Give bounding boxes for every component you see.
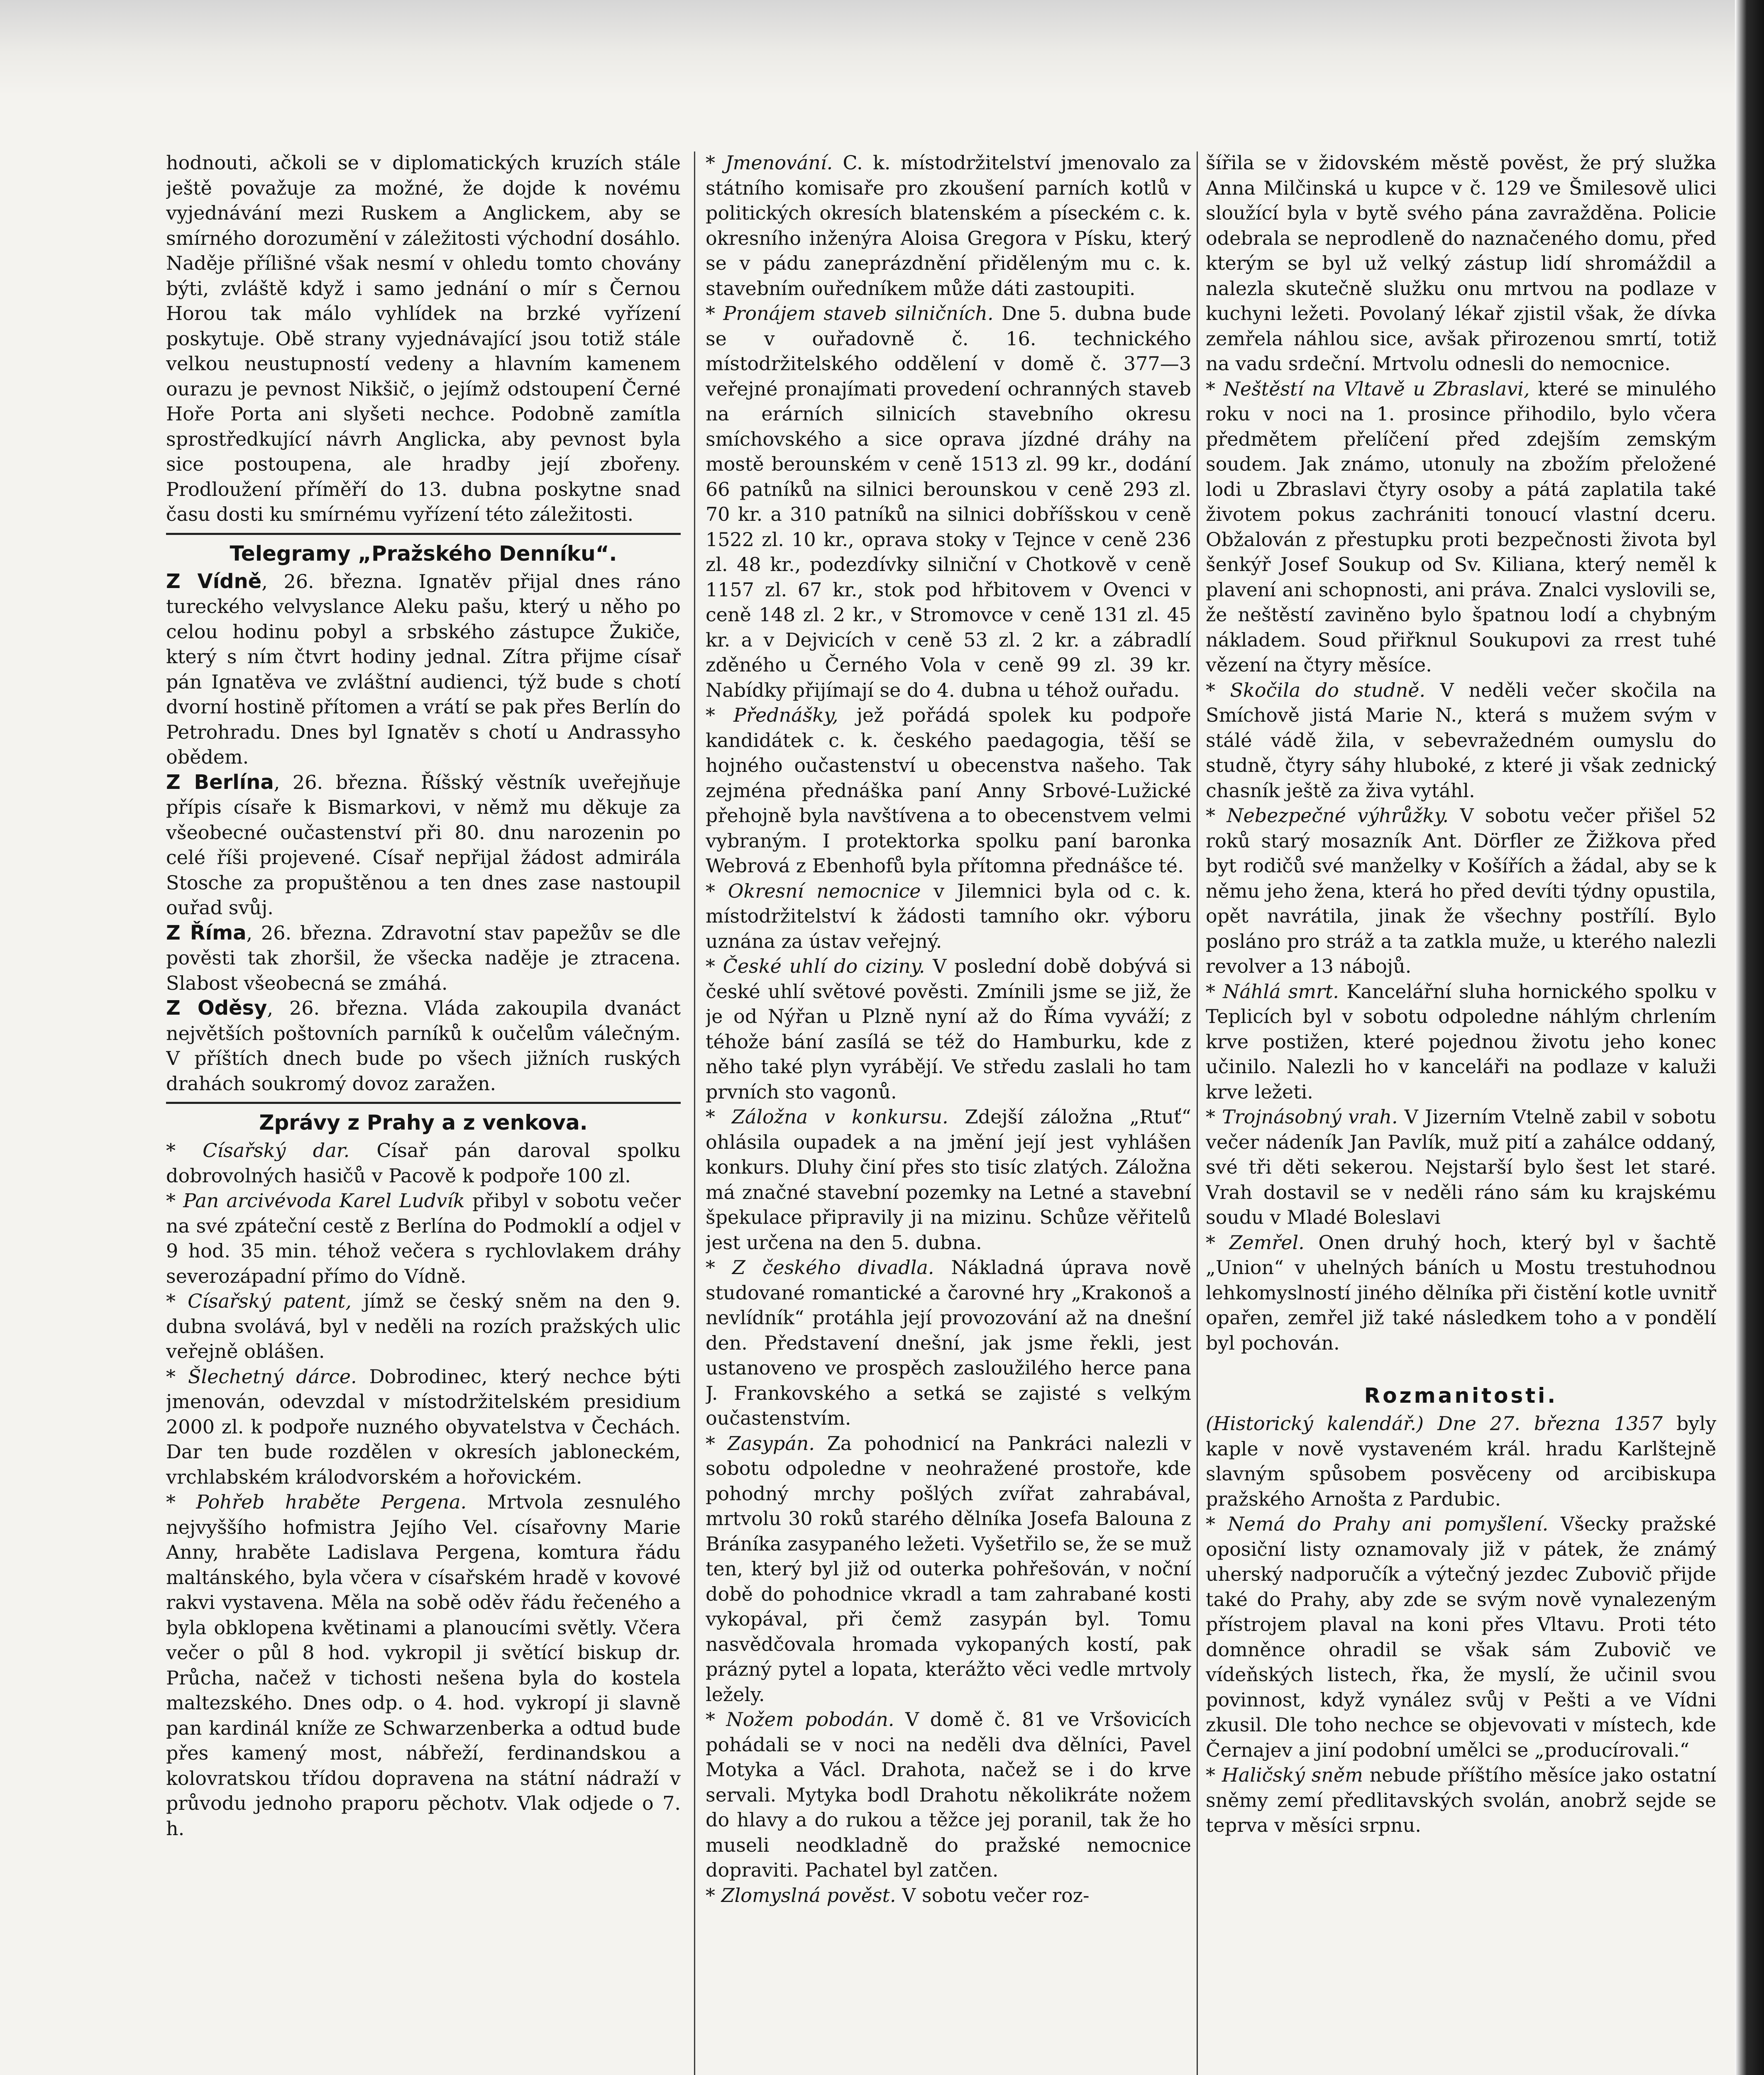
news-item (1206, 803, 1716, 979)
news-item (706, 1431, 1191, 1707)
news-item-text: V neděli večer skočila na Smíchově jistá Marie N., která s mužem svým v stálé vádě žila, v sebevražedném oumyslu do studně, čtyry sáhy hluboké, z které ji však zednický chasník ještě za živa vytáhl. (1206, 679, 1716, 802)
news-heading: Zprávy z Prahy a z venkova. (259, 1111, 588, 1135)
page-top-shadow (0, 0, 1764, 95)
news-item-head: * Šlechetný dárce. (166, 1365, 357, 1388)
news-item-head: * Trojnásobný vrah. (1206, 1106, 1398, 1128)
news-item-head: * Z českého divadla. (706, 1256, 934, 1279)
news-item-text: Mrtvola zesnulého nejvyššího hofmistra Jejího Vel. císařovny Marie Anny, hraběte Ladislava Pergena, komtura řádu maltánského, byla včera v císařském hradě v kovové rakvi vystavena. Měla na sobě oděv řádu řečeného a byla obklopena květinami a planoucími světly. Včera večer o půl 8 hod. vykropil ji světící biskup dr. Průcha, načež v tichosti nešena byla do kostela maltezského. Dnes odp. o 4. hod. vykropí ji slavně pan kardinál kníže ze Schwarzenberka a odtud bude přes kamený most, nábřeží, ferdinandskou a kolovratskou třídou dopravena na státní nádraží v průvodu jednoho praporu pěchotv. Vlak odjede o 7. h. (166, 1491, 681, 1840)
telegram-place: Z Berlína (166, 770, 274, 794)
news-item (1206, 1511, 1716, 1763)
news-item-head: (Historický kalendář.) Dne 27. března 1357 (1206, 1412, 1663, 1435)
telegram-rome (166, 920, 681, 996)
news-item-head: * Císařský patent, (166, 1290, 352, 1312)
news-item-text: nebude příštího měsíce jako ostatní sněmy zemí předlitavských svolán, anobrž sejde se teprva v měsíci srpnu. (1206, 1764, 1716, 1836)
news-item-head: * Zasypán. (706, 1432, 815, 1455)
news-item-head: * Skočila do studně. (1206, 679, 1426, 701)
news-item-text: V Jizerním Vtelně zabil v sobotu večer nádeník Jan Pavlík, muž pití a zahálce oddaný, své tři děti sekerou. Nejstarší bylo šest let staré. Vrah dostavil se v neděli ráno sám ku krajskému soudu v Mladé Boleslavi (1206, 1106, 1716, 1228)
news-item-text: V sobotu večer roz- (896, 1884, 1090, 1907)
telegram-place: Z Vídně (166, 569, 262, 593)
news-item (166, 1138, 681, 1188)
news-item (706, 1883, 1191, 1908)
news-item (706, 1707, 1191, 1883)
telegram-place: Z Říma (166, 921, 247, 945)
news-item-head: * Neštěstí na Vltavě u Zbraslavi, (1206, 377, 1530, 400)
news-item (1206, 1763, 1716, 1838)
news-item-head: * Okresní nemocnice (706, 879, 921, 902)
news-item (166, 1364, 681, 1490)
news-item-text: Dobrodinec, který nechce býti jmenován, odevzdal v místodržitelském presidium 2000 zl. k podpoře nuzného obyvatelstva v Čechách. Dar ten bude rozdělen v okresích jabloneckém, vrchlabském králodvorském a hořovickém. (166, 1365, 681, 1488)
news-item-text: byly kaple v nově vystaveném král. hradu Karlštejně slavným spůsobem posvěceny od arcibiskupa pražského Arnošta z Pardubic. (1206, 1412, 1716, 1510)
news-item-text: Dne 5. dubna bude se v ouřadovně č. 16. technického místodržitelského oddělení v domě č. 377—3 veřejné pronajímati provedení ochranných staveb na erárních silnicích stavebního okresu smíchovského a sice oprava jízdné dráhy na mostě berounském v ceně 1513 zl. 99 kr., dodání 66 patníků na silnici berounskou v ceně 293 zl. 70 kr. a 310 patníků na silnici dobříšskou v ceně 1522 zl. 10 kr., oprava stoky v Tejnce v ceně 236 zl. 48 kr., podezdívky silniční v Chotkově v ceně 1157 zl. 67 kr., stok pod hřbitovem v Ovenci v ceně 148 zl. 2 kr., v Stromovce v ceně 131 zl. 45 kr. a v Dejvicích v ceně 53 zl. 2 kr. a zábradlí zděného u Černého Vola v ceně 99 zl. 39 kr. Nabídky přijímají se do 4. dubna u téhož ouřadu. (706, 302, 1191, 701)
news-item (706, 1104, 1191, 1255)
news-item-head: * Pan arcivévoda Karel Ludvík (166, 1189, 465, 1212)
news-item (706, 1255, 1191, 1431)
news-item (1206, 979, 1716, 1105)
telegram-place: Z Oděsy (166, 996, 267, 1020)
news-item-head: * Nožem pobodán. (706, 1708, 894, 1731)
news-item-text: V domě č. 81 ve Vršovicích pohádali se v noci na neděli dva dělníci, Pavel Motyka a Václ. Drahota, načež se i do krve servali. Mytyka bodl Drahotu několikráte nožem do hlavy a do rukou a těžce jej poranil, tak že ho museli neodkladně do pražské nemocnice dopraviti. Pachatel byl zatčen. (706, 1708, 1191, 1881)
news-item-text: přibyl v sobotu večer na své zpáteční cestě z Berlína do Podmoklí a odjel v 9 hod. 35 min. téhož večera s rychlovlakem dráhy severozápadní přímo do Vídně. (166, 1189, 681, 1287)
telegram-vienna (166, 569, 681, 770)
news-item (1206, 1230, 1716, 1356)
column-1 (166, 150, 681, 2075)
news-item (166, 1489, 681, 1841)
news-item-head: * Nemá do Prahy ani pomyšlení. (1206, 1513, 1549, 1535)
news-item-text: v Jilemnici byla od c. k. místodržitelství k žádosti tamního okr. výboru uznána za ústav veřejný. (706, 879, 1191, 952)
news-item-text: Onen druhý hoch, který byl v šachtě „Union“ v uhelných báních u Mostu trestuhodnou lehkomyslností jiného dělníka při čistění kotle uvnitř opařen, zemřel již také následkem toho a v pondělí byl pochován. (1206, 1231, 1716, 1354)
news-item-text: Nákladná úprava nově studované romantické a čarovné hry „Krakonoš a nevlídník“ protáhla její provozování až na dnešní den. Představení dnešní, jak jsme řekli, jest ustanoveno ve prospěch zasloužilého herce pana J. Frankovského a setká se zajisté s velkým oučastenstvím. (706, 1256, 1191, 1429)
telegrams-heading: Telegramy „Pražského Denníku“. (230, 541, 617, 566)
news-item-text: jímž se český sněm na den 9. dubna svolává, byl v neděli na rozích pražských ulic veřejně oblášen. (166, 1290, 681, 1362)
divider (166, 533, 681, 535)
news-item (706, 954, 1191, 1104)
scan-right-edge (1735, 0, 1764, 2075)
article-diplomacy: hodnouti, ačkoli se v diplomatických kruzích stále ještě považuje za možné, že dojde k novému vyjednávání mezi Ruskem a Anglickem, aby se smírného dorozumění v záležitosti východní dosáhlo. Naděje přílišné však nesmí v ohledu tomto chovány býti, zvláště když i samo jednání o mír s Černou Horou tak málo vyhlídek na brzké vyřízení poskytuje. Obě strany vyjednávající jsou totiž stále velkou neustupností vedeny a hlavním kamenem ourazu je pevnost Nikšič, o jejímž odstoupení Černé Hoře Porta ani slyšeti nechce. Podobně zamítla sprostředkující návrh Anglicka, aby pevnost byla sice postoupena, ale hradby její zbořeny. Prodloužení příměří do 13. dubna poskytne snad času dosti ku smírnému vyřízení této záležitosti. (166, 151, 681, 525)
news-item-text: Za pohodnicí na Pankráci nalezli v sobotu odpoledne v neohražené prostoře, kde pohodný mrchy pošlých zvířat zahrabával, mrtvolu 30 roků starého dělníka Josefa Balouna z Bráníka zasypaného ležeti. Vyšetřilo se, že se muž ten, který byl již od outerka pohřešován, v noční době do pohodnice vkradl a tam zahrabané kosti vykopával, při čemž zasypán byl. Tomu nasvědčovala hromada vykopaných kostí, pak prázný pytel a lopata, kterážto věci vedle mrtvoly ležely. (706, 1432, 1191, 1706)
news-item-head: * Zlomyslná pověst. (706, 1884, 896, 1907)
telegram-text: , 26. března. Říšský věstník uveřejňuje přípis císaře k Bismarkovi, v němž mu děkuje za všeobecné oučastenství při 80. dnu narozenin po celé říši projevené. Císař nepřijal žádost admirála Stosche za propuštěnou a ten dnes zase nastoupil ouřad svůj. (166, 771, 681, 919)
news-item-head: * Zemřel. (1206, 1231, 1305, 1254)
news-item (1206, 1411, 1716, 1511)
news-item (1206, 376, 1716, 678)
news-item (166, 1289, 681, 1364)
telegram-berlin (166, 770, 681, 920)
news-item-text: V sobotu večer přišel 52 roků starý mosazník Ant. Dörfler ze Žižkova před byt rodičů své manželky v Košířích a žádal, aby se k němu jeho žena, která ho před devíti týdny opustila, opět navrátila, jinak že všechny postřílí. Bylo posláno pro stráž a ta zatkla muže, u kterého nalezli revolver a 13 nábojů. (1206, 804, 1716, 977)
column-3 (1206, 150, 1716, 2075)
divider (166, 1102, 681, 1104)
news-item (706, 150, 1191, 301)
news-item (706, 703, 1191, 879)
column-rule-1 (694, 151, 695, 2075)
news-item (1206, 1104, 1716, 1230)
news-item-text: V poslední době dobývá si české uhlí světové pověsti. Zmínili jsme se již, že je od Nýřan u Plzně nyní až do Říma vyváží; z téhože bání zasílá se též do Hamburku, kde z něho také plyn vyrábějí. Ve středu zaslali ho tam prvních sto vagonů. (706, 955, 1191, 1103)
news-item-text: jež pořádá spolek ku podpoře kandidátek c. k. českého paedagogia, těší se hojného oučastenství u obecenstva našeho. Tak zejména přednáška paní Anny Srbové-Lužické přehojně byla navštívena a to obecenstvem velmi vybraným. I protektorka spolku paní baronka Webrová z Ebenhofů byla přítomna přednášce té. (706, 704, 1191, 877)
news-item-head: * Jmenování. (706, 151, 833, 174)
news-item-head: * Nebezpečné výhrůžky. (1206, 804, 1449, 827)
telegram-text: , 26. března. Vláda zakoupila dvanáct největších poštovních parníků k oučelům válečným. V příštích dnech bude po všech jižních ruských drahách soukromý dovoz zaražen. (166, 997, 681, 1095)
news-item-continued: šířila se v židovském městě pověst, že prý služka Anna Milčinská u kupce v č. 129 ve Šmilesově ulici sloužící byla v bytě svého pána zavražděna. Policie odebrala se neprodleně do naznačeného domu, před kterým se byl už velký zástup lidí shromáždil a nalezla skutečně služku onu mrtvou na podlaze v kuchyni ležeti. Povolaný lékař zjistil však, že dívka zemřela náhlou sice, avšak přirozenou smrtí, totiž na vadu srdeční. Mrtvolu odnesli do nemocnice. (1206, 151, 1716, 375)
news-item (706, 879, 1191, 954)
spacer (1206, 1355, 1716, 1380)
telegram-odessa (166, 996, 681, 1096)
news-item (706, 301, 1191, 703)
miscellany-heading: Rozmanitosti. (1364, 1384, 1558, 1408)
news-item-head: * Náhlá smrt. (1206, 980, 1339, 1003)
news-item-head: * Haličský sněm (1206, 1764, 1363, 1786)
news-item-head: * Pronájem staveb silničních. (706, 302, 994, 325)
news-item-text: Kancelářní sluha hornického spolku v Teplicích byl v sobotu odpoledne náhlým chrlením krve postižen, které pojednou životu jeho konec učinilo. Nalezli ho v kanceláři na podlaze v kaluži krve ležeti. (1206, 980, 1716, 1103)
news-item-head: * České uhlí do ciziny. (706, 955, 925, 977)
telegram-text: , 26. března. Ignatěv přijal dnes ráno tureckého velvyslance Aleku pašu, který u něho po celou hodinu pobyl a srbského zástupce Žukiče, který s ním čtvrt hodiny jednal. Zítra přijme císař pán Ignatěva ve zvláštní audienci, týž bude s chotí dvorní hostině přítomen a vrátí se pak přes Berlín do Petrohradu. Dnes byl Ignatěv s chotí u Andrassyho obědem. (166, 570, 681, 768)
telegram-text: , 26. března. Zdravotní stav papežův se dle pověsti tak zhoršil, že všecka naděje je ztracena. Slabost všeobecná se zmáhá. (166, 921, 681, 994)
news-item-head: * Přednášky, (706, 704, 838, 726)
news-item-text: C. k. místodržitelství jmenovalo za státního komisaře pro zkoušení parních kotlů v politických okresích blatenském a píseckém c. k. okresního inženýra Aloisa Gregora v Písku, který se v pádu zaneprázdnění přiděleným mu c. k. stavebním ouředníkem může dáti zastoupiti. (706, 151, 1191, 300)
column-2 (706, 150, 1191, 2075)
news-item-head: * Pohřeb hraběte Pergena. (166, 1491, 467, 1513)
news-item-text: které se minulého roku v noci na 1. prosince přihodilo, bylo včera předmětem přelíčení před zdejším zemským soudem. Jak známo, utonuly na zbožím přeložené lodi u Zbraslavi čtyry osoby a pátá zaplatila také životem pokus zachrániti tonoucí vlastní dceru. Obžalován z přestupku proti bezpečnosti života byl šenkýř Josef Soukup od Sv. Kiliana, který neměl k plavení ani schopnosti, ani práva. Znalci vyslovili se, že neštěstí zaviněno bylo špatnou lodí a chybným nákladem. Soud přiřknul Soukupovi za rrest tuhé vězení na čtyry měsíce. (1206, 377, 1716, 676)
news-item-text: Zdejší záložna „Rtuť“ ohlásila oupadek a na jmění její jest vyhlášen konkurs. Dluhy činí přes sto tisíc zlatých. Záložna má značné stavební pozemky na Letné a stavební špekulace připravily ji na mizinu. Schůze věřitelů jest určena na den 5. dubna. (706, 1106, 1191, 1254)
news-item (166, 1188, 681, 1289)
column-rule-2 (1197, 151, 1198, 2075)
news-item (1206, 678, 1716, 803)
news-item-text: Všecky pražské oposiční listy oznamovaly již v pátek, že známý uherský nadporučík a výtečný jezdec Zubovič přijde také do Prahy, aby zde se svým nově vynalezeným přístrojem plaval na koni přes Vltavu. Proti této domněnce ohradil se však sám Zubovič ve vídeňských listech, řka, že myslí, že učinil svou povinnost, když vynález svůj v Pešti a ve Vídni zkusil. Dle toho nechce se objevovati v místech, kde Černajev a jiní podobní umělci se „producírovali.“ (1206, 1513, 1716, 1761)
news-item-head: * Císařský dar. (166, 1139, 350, 1162)
news-item-head: * Záložna v konkursu. (706, 1106, 948, 1128)
news-item-text: Císař pán daroval spolku dobrovolných hasičů v Pacově k podpoře 100 zl. (166, 1139, 681, 1187)
